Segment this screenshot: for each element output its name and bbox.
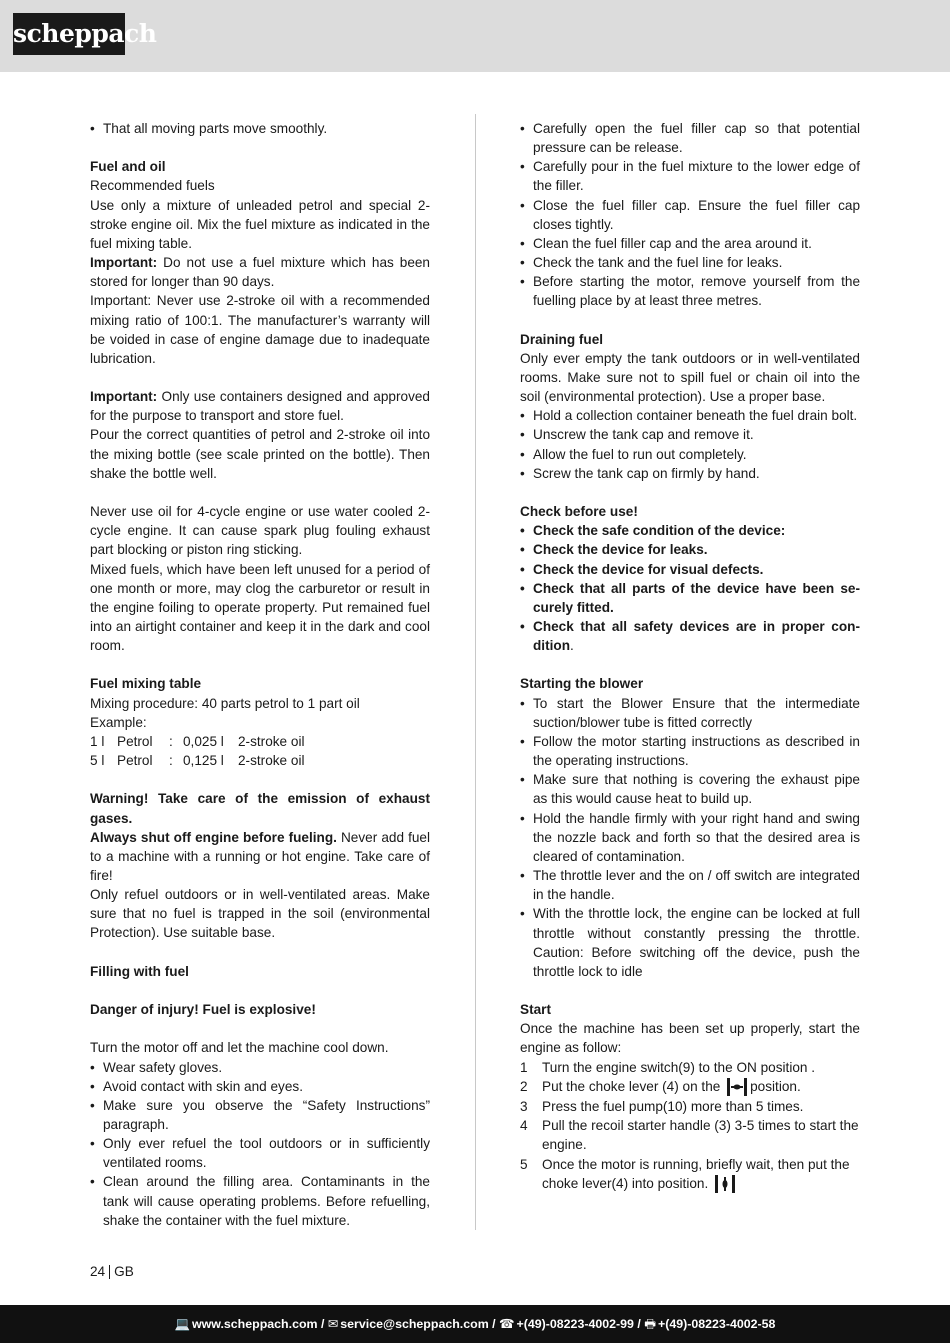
computer-icon: 💻 xyxy=(174,1317,190,1331)
danger-heading: Danger of injury! Fuel is explosive! xyxy=(90,1002,316,1018)
phone-number: +(49)-08223-4002-99 xyxy=(516,1317,634,1331)
list-item: • Clean around the filling area. Contaminants in the tank will cause operating problems. Before refuelling, shake the container with the fuel mixture. xyxy=(90,1172,430,1229)
start-heading: Start xyxy=(520,1002,551,1018)
page-number: 24 GB xyxy=(90,1264,134,1279)
list-item: • Clean the fuel filler cap and the area around it. xyxy=(520,234,860,253)
list-item: • Make sure that nothing is covering the exhaust pipe as this would cause heat to build up. xyxy=(520,770,860,808)
outdoors-text: Only refuel outdoors or in well-ventilated areas. Make sure that no fuel is trapped in the soil (environmental Protection). Use suitable base. xyxy=(90,887,430,941)
column-divider xyxy=(475,114,476,1230)
step-item: 5 Once the motor is running, briefly wait, then put the choke lever(4) into position. xyxy=(520,1155,860,1195)
phone-icon: ☎ xyxy=(499,1317,515,1331)
start-steps xyxy=(520,1058,860,1195)
turn-off-text: Turn the motor off and let the machine cool down. xyxy=(90,1040,389,1056)
draining-list xyxy=(520,406,860,483)
right-column xyxy=(520,119,860,1194)
page-header xyxy=(0,0,950,72)
filler-cap-list xyxy=(520,119,860,311)
never-oil-text: Never use oil for 4-cycle engine or use water cooled 2-cycle engine. It can cause spark plug fouling exhaust part blocking or piston ring sticking. xyxy=(90,504,430,558)
list-item: • With the throttle lock, the engine can be locked at full throttle without constantly pressing the throttle. Caution: Before switching off the device, push the throttle lock to idle xyxy=(520,904,860,981)
list-item: • Carefully pour in the fuel mixture to the lower edge of the filler. xyxy=(520,157,860,195)
use-only-text: Use only a mixture of unleaded petrol and special 2-stroke engine oil. Mix the fuel mixture as indicated in the fuel mixing table. xyxy=(90,197,430,251)
website-link[interactable]: www.scheppach.com xyxy=(192,1317,318,1331)
list-item: • Check the device for leaks. xyxy=(520,540,860,559)
example-label: Example: xyxy=(90,714,147,730)
list-item: • To start the Blower Ensure that the intermediate suction/blower tube is fitted correctly xyxy=(520,694,860,732)
list-item: • Hold a collection container beneath the fuel drain bolt. xyxy=(520,406,860,425)
scheppach-logo: scheppach xyxy=(13,13,125,55)
mixed-fuels-text: Mixed fuels, which have been left unused for a period of one month or more, may clog the carburetor or result in the engine foiling to operate property. Put remained fuel into an airtight container and keep it in the dark and cool room. xyxy=(90,561,430,654)
starting-blower-heading: Starting the blower xyxy=(520,676,644,692)
list-item: • That all moving parts move smoothly. xyxy=(90,119,430,138)
list-item: • The throttle lever and the on / off switch are integrated in the handle. xyxy=(520,866,860,904)
list-item: • Wear safety gloves. xyxy=(90,1058,430,1077)
mixing-row: 1 l Petrol : 0,025 l 2-stroke oil xyxy=(90,733,305,749)
choke-closed-icon xyxy=(726,1077,748,1097)
mixing-row: 5 l Petrol : 0,125 l 2-stroke oil xyxy=(90,753,305,769)
step-item: 4 Pull the recoil starter handle (3) 3-5 times to start the engine. xyxy=(520,1118,859,1153)
mixing-table-heading: Fuel mixing table xyxy=(90,676,202,692)
pour-text: Pour the correct quantities of petrol and 2-stroke oil into the mixing bottle (see scale printed on the bottle). Then shake the bottle well. xyxy=(90,427,430,481)
left-column xyxy=(90,119,430,1230)
list-item: • Before starting the motor, remove yourself from the fuelling place by at least three metres. xyxy=(520,272,860,310)
list-item: • Screw the tank cap on firmly by hand. xyxy=(520,464,860,483)
check-list xyxy=(520,521,860,655)
important-storage: Important: Do not use a fuel mixture which has been stored for longer than 90 days. xyxy=(90,255,430,290)
fax-number: +(49)-08223-4002-58 xyxy=(657,1317,776,1331)
list-item: • Carefully open the fuel filler cap so that potential pressure can be release. xyxy=(520,119,860,157)
moving-parts-list xyxy=(90,119,430,138)
list-item: • Check the tank and the fuel line for leaks. xyxy=(520,253,860,272)
draining-heading: Draining fuel xyxy=(520,331,604,347)
list-item: • Only ever refuel the tool outdoors or in sufficiently ventilated rooms. xyxy=(90,1134,430,1172)
recommended-fuels: Recommended fuels xyxy=(90,178,215,194)
list-item: • Check the safe condition of the device: xyxy=(520,521,860,540)
list-item: • Hold the handle firmly with your right hand and swing the nozzle back and forth so that the desired area is cleared of contamination. xyxy=(520,809,860,866)
list-item: • Check the device for visual defects. xyxy=(520,560,860,579)
step-item: 1 Turn the engine switch(9) to the ON position . xyxy=(520,1059,816,1075)
email-icon: ✉ xyxy=(327,1317,339,1331)
contact-footer: 💻 www.scheppach.com / ✉ service@scheppach.com / ☎ +(49)-08223-4002-99 / 🖶 +(49)-08223-4002-58 xyxy=(0,1305,950,1343)
list-item: • Check that all parts of the device have been securely fitted. xyxy=(520,579,860,617)
list-item: • Allow the fuel to run out completely. xyxy=(520,445,860,464)
fuel-oil-heading: Fuel and oil xyxy=(90,159,166,175)
list-item: • Check that all safety devices are in proper condition. xyxy=(520,617,860,655)
list-item: • Unscrew the tank cap and remove it. xyxy=(520,425,860,444)
start-text: Once the machine has been set up properly, start the engine as follow: xyxy=(520,1021,860,1056)
step-item: 3 Press the fuel pump(10) more than 5 times. xyxy=(520,1099,804,1115)
check-heading: Check before use! xyxy=(520,504,638,520)
choke-open-icon xyxy=(714,1174,736,1194)
filling-list xyxy=(90,1058,430,1230)
exhaust-warning: Warning! Take care of the emission of exhaust gases. xyxy=(90,791,430,826)
email-link[interactable]: service@scheppach.com xyxy=(340,1317,489,1331)
list-item: • Close the fuel filler cap. Ensure the fuel filler cap closes tightly. xyxy=(520,196,860,234)
filling-heading: Filling with fuel xyxy=(90,963,189,979)
important-ratio: Important: Never use 2-stroke oil with a recommended mixing ratio of 100:1. The manufacturer’s warranty will be voided in case of engine damage due to inadequate lubrication. xyxy=(90,293,430,366)
list-item: • Make sure you observe the “Safety Instructions” paragraph. xyxy=(90,1096,430,1134)
important-containers: Important: Only use containers designed and approved for the purpose to transport and store fuel. xyxy=(90,389,430,424)
list-item: • Avoid contact with skin and eyes. xyxy=(90,1077,430,1096)
list-item: • Follow the motor starting instructions as described in the operating instructions. xyxy=(520,732,860,770)
mixing-procedure: Mixing procedure: 40 parts petrol to 1 part oil xyxy=(90,695,360,711)
draining-text: Only ever empty the tank outdoors or in well-ventilated rooms. Make sure not to spill fuel or chain oil into the soil (environmental protection). Use a proper base. xyxy=(520,350,860,405)
shutoff-text: Always shut off engine before fueling. Never add fuel to a machine with a running or hot engine. Take care of fire! xyxy=(90,829,430,884)
step-item: 2 Put the choke lever (4) on the position. xyxy=(520,1077,860,1097)
blower-list xyxy=(520,694,860,981)
fax-icon: 🖶 xyxy=(644,1317,656,1331)
